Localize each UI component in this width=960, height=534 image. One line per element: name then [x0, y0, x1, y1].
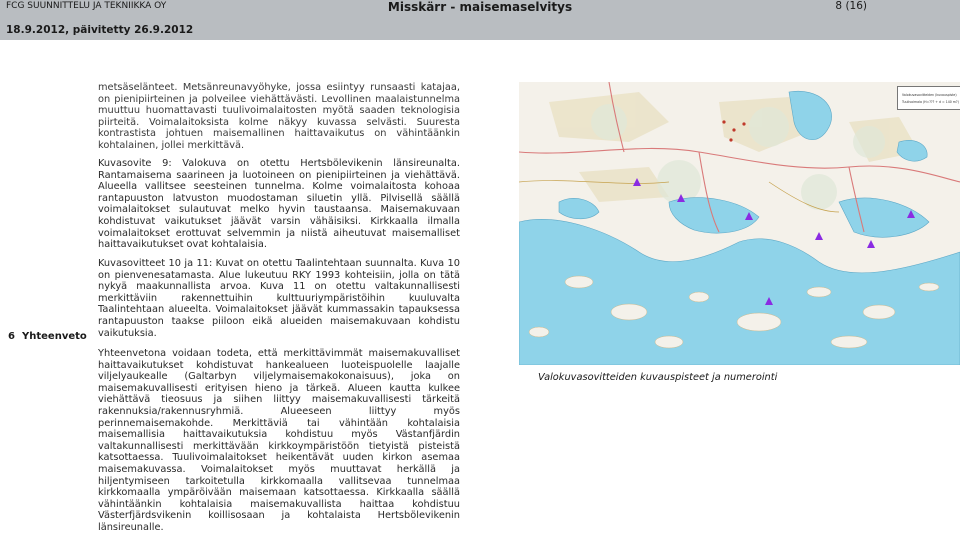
map-graphic: [519, 82, 960, 365]
paragraph-landscape-impact: metsäselänteet. Metsänreunavyöhyke, jossa esiintyy runsaasti katajaa, on pienipiirteinen ja polveilee viehättävästi. Levollinen maalaistunnelma muuttuu huomattavasti tuulivoimalaitosten myötä saaden teknologisia piirteitä. Voimalaitoksista kolme näkyy kuvassa selvästi. Suuresta kontrastista johtuen maisemallinen haittavaikutus on vähintäänkin kohtalainen, jollei merkittävä.: [98, 82, 460, 151]
map-legend: [897, 86, 960, 110]
paragraph-summary: Yhteenvetona voidaan todeta, että merkittävimmät maisemakuvalliset haittavaikutukset kohdistuvat hankealueen luoteispuolelle laajalle viljelyaukealle (Galtarbyn viljelymaisemakokonaisuus), joka on maisemakuvallisesti erityisen hieno ja tärkeä. Alueen kautta kulkee viehättävä tieosuus ja siihen liittyy maisemakuvallisesti tärkeitä rakennuksia/rakennusryhmiä. Alueeseen liittyy myös perinnemaisemakohde. Merkittäviä tai vähintään kohtalaisia maisemallisia haittavaikutuksia kohdistuu myös Västanfjärdin valtakunnallisesti merkittävään kirkkoympäristöön tietyistä pisteistä katsottaessa. Tuulivoimalaitokset heikentävät uuden kirkon asemaa maisemakuvassa. Voimalaitokset myös muuttavat herkällä ja hiljentymiseen tarkoitetulla kirkkomaalla vallitsevaa tunnelmaa kirkkomaalla ympäröivään maisemaan katsottaessa. Kirkkaalla säällä vähintäänkin kohtalaisia maisemakuvallista haittaa kohdistuu Västerfjärdsvikenin koillisosaan ja kohtalaista Hertsbölevikenin länsireunalle.: [98, 348, 460, 533]
section-heading: Yhteenveto: [22, 331, 87, 342]
paragraph-photomontages-10-11: Kuvasovitteet 10 ja 11: Kuvat on otettu Taalintehtaan suunnalta. Kuva 10 on pienvenesatamasta. Alue lukeutuu RKY 1993 kohteisiin, jolla on tätä nykyä maakunnallista arvoa. Kuva 11 on otettu valtakunnallisesti merkittäviin rakennettuihin kulttuuriympäristöihin kuuluvalta Taalintehtaan alueelta. Voimalaitokset jäävät kummassakin tapauksessa rantapuuston taakse piiloon eikä alueiden maisemakuvaan kohdistu vaikutuksia.: [98, 258, 460, 339]
document-date: 18.9.2012, päivitetty 26.9.2012: [6, 24, 194, 36]
legend-photo-point: Valokuvasovitteiden (kuvauspiste): [902, 93, 957, 97]
map-caption: Valokuvasovitteiden kuvauspisteet ja numerointi: [538, 372, 778, 383]
photo-points-map: [519, 82, 960, 365]
page-header: [0, 0, 960, 40]
legend-turbine: Tuulivoimala (H=??? + d = 140 m?): [902, 100, 959, 104]
company-name: FCG SUUNNITTELU JA TEKNIIKKA OY: [6, 1, 167, 11]
paragraph-photomontage-9: Kuvasovite 9: Valokuva on otettu Hertsbölevikenin länsireunalta. Rantamaisema saarineen ja luotoineen on pienipiirteinen ja viehättävä. Alueella vallitsee seesteinen tunnelma. Kolme voimalaitosta kohoaa rantapuuston latvuston muodostaman siluetin yllä. Pilvisellä säällä voimalaitokset sulautuvat melko hyvin taustaansa. Maisemakuvaan kohdistuvat vaikutukset jäävät varsin vähäisiksi. Kirkkaalla ilmalla voimalaitokset erottuvat selvemmin ja niistä aiheutuvat maisemalliset haittavaikutukset ovat kohtalaisia.: [98, 158, 460, 251]
section-number: 6: [8, 331, 15, 342]
page-number: 8 (16): [835, 0, 867, 12]
document-title: Misskärr - maisemaselvitys: [387, 0, 573, 14]
